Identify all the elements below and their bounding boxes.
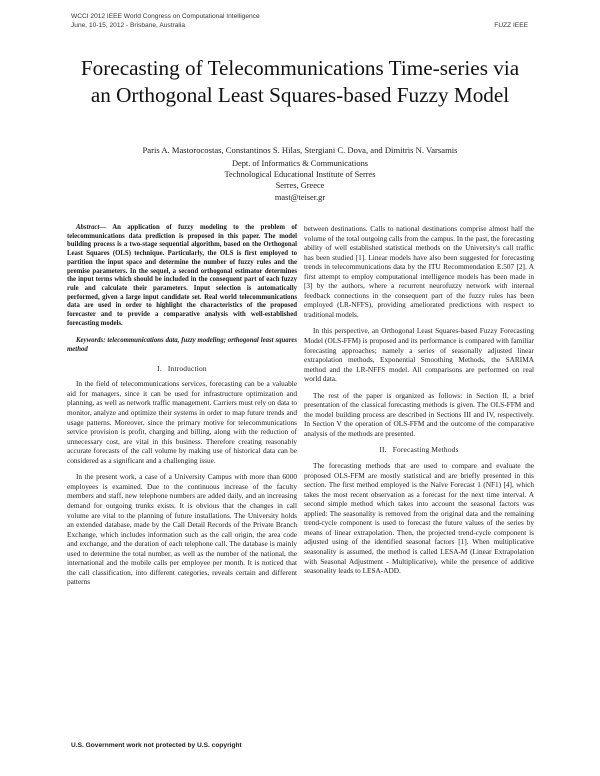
section-title: Introduction <box>167 363 207 373</box>
affiliation-city: Serres, Greece <box>275 181 325 191</box>
section-number: II. <box>379 445 387 455</box>
paper-title <box>0 55 600 109</box>
keywords: Keywords: telecommunications data, fuzzy modeling; orthogonal least squares method <box>67 337 297 354</box>
affiliation-dept: Dept. of Informatics & Communications <box>231 159 369 168</box>
paper-title-line-1: Forecasting of Telecommunications Time-series via <box>80 56 520 80</box>
body-paragraph: The rest of the paper is organized as follows: in Section II, a brief presentation of the classical forecasting methods is given. The OLS-FFM and the model building process are described in Sections III and IV, respectively. In Section V the operation of OLS-FFM and the outcome of the comparative analysis of the methods are presented. <box>304 390 534 438</box>
copyright-footer: U.S. Government work not protected by U.S. copyright <box>71 742 242 749</box>
body-paragraph: between destinations. Calls to national destinations comprise almost half the volume of the total outgoing calls from the campus. In the past, the forecasting ability of well established statistical methods on the University's call traffic has been studied [1]. Linear models have also been suggested for forecasting trends in telecommunications data by the ITU Recommendation E.507 [2]. A first attempt to employ computational intelligence models has been made in [3] by the authors, where a recurrent neurofuzzy network with internal feedback connections in the consequent part of the fuzzy rules has been employed (LR-NFFS), providing ameliorated predictions with respect to traditional models. <box>304 224 534 319</box>
section-heading-forecasting-methods <box>304 445 534 455</box>
conference-track: FUZZ IEEE <box>494 22 528 29</box>
paper-title-line-2: an Orthogonal Least Squares-based Fuzzy Model <box>90 83 510 107</box>
affiliation-institute: Technological Educational Institute of Serres <box>224 170 376 180</box>
section-title: Forecasting Methods <box>392 445 459 455</box>
abstract-label: Abstract <box>76 224 100 231</box>
abstract-text: — An application of fuzzy modeling to the problem of telecommunications data prediction is proposed in this paper. The model building process is a two-stage sequential algorithm, based on the Orthogonal Least Squares (OLS) technique. Particularly, the OLS is first employed to partition the input space and determine the number of fuzzy rules and the premise parameters. In the sequel, a second orthogonal estimator determines the input terms which should be included in the consequent part of each fuzzy rule and calculate their parameters. Input selection is automatically performed, given a large input candidate set. Real world telecommunications data are used in order to highlight the characteristics of the proposed forecaster and to provide a comparative analysis with well-established forecasting models. <box>67 224 297 327</box>
body-paragraph: In the field of telecommunications services, forecasting can be a valuable aid for managers, since it can be used for infrastructure optimization and planning, as well as network traffic management. Carriers must rely on data to monitor, analyze and optimize their systems in order to map future trends and usage patterns. Moreover, since the primary motive for telecommunications service provision is profit, charging and billing, along with the reduction of unnecessary cost, are vital in this business. Therefore creating reasonably accurate forecasts of the call volume by making use of historical data can be considered as a significant and a challenging issue. <box>67 379 297 465</box>
right-column <box>304 224 534 583</box>
affiliation <box>0 158 600 203</box>
author-list: Paris A. Mastorocostas, Constantinos S. Hilas, Stergiani C. Dova, and Dimitris N. Varsamis <box>142 145 458 155</box>
conference-date-location: June, 10-15, 2012 - Brisbane, Australia <box>71 21 185 29</box>
section-number: I. <box>157 363 162 373</box>
abstract <box>67 224 297 328</box>
conference-header <box>71 13 260 30</box>
section-heading-introduction <box>67 364 297 374</box>
body-paragraph: In this perspective, an Orthogonal Least Squares-based Fuzzy Forecasting Model (OLS-FFM) is proposed and its performance is compared with familiar forecasting approaches; namely a series of seasonally adjusted linear extrapolation methods, Exponential Smoothing Methods, the SARIMA method and the LR-NFFS model. All comparisons are performed on real world data. <box>304 326 534 384</box>
conference-name: WCCI 2012 IEEE World Congress on Computational Intelligence <box>71 13 260 20</box>
affiliation-email: mast@teiser.gr <box>274 192 326 202</box>
body-paragraph: In the present work, a case of a University Campus with more than 6000 employees is examined. Due to the continuous increase of the faculty members and staff, new telephone numbers are added daily, and an increasing demand for outgoing trunks exists. It is obvious that the changes in call volume are vital to the planning of future installations. The University holds an extended database, made by the Call Detail Records of the Private Branch Exchange, which includes information such as the call origin, the area code and exchange, and the duration of each telephone call. The database is mainly used to determine the total number, as well as the number of the national, the international and the mobile calls per employee per month. It is noticed that the call classification, into different categories, reveals certain and different patterns <box>67 472 297 587</box>
body-paragraph: The forecasting methods that are used to compare and evaluate the proposed OLS-FFM are mostly statistical and are briefly presented in this section. The first method employed is the Naïve Forecast 1 (NF1) [4], which takes the most recent observation as a forecast for the next time interval. A second simple method which takes into account the seasonal factors was applied: The seasonality is removed from the original data and the remaining trend-cycle component is used to forecast the future values of the series by means of linear extrapolation. Then, the projected trend-cycle component is adjusted using of the identified seasonal factors [1]. When multiplicative seasonality is assumed, the method is called LESA-M (Linear Extrapolation with Seasonal Adjustment - Multiplicative), while the presence of additive seasonality leads to LESA-ADD. <box>304 461 534 576</box>
left-column <box>67 224 297 594</box>
